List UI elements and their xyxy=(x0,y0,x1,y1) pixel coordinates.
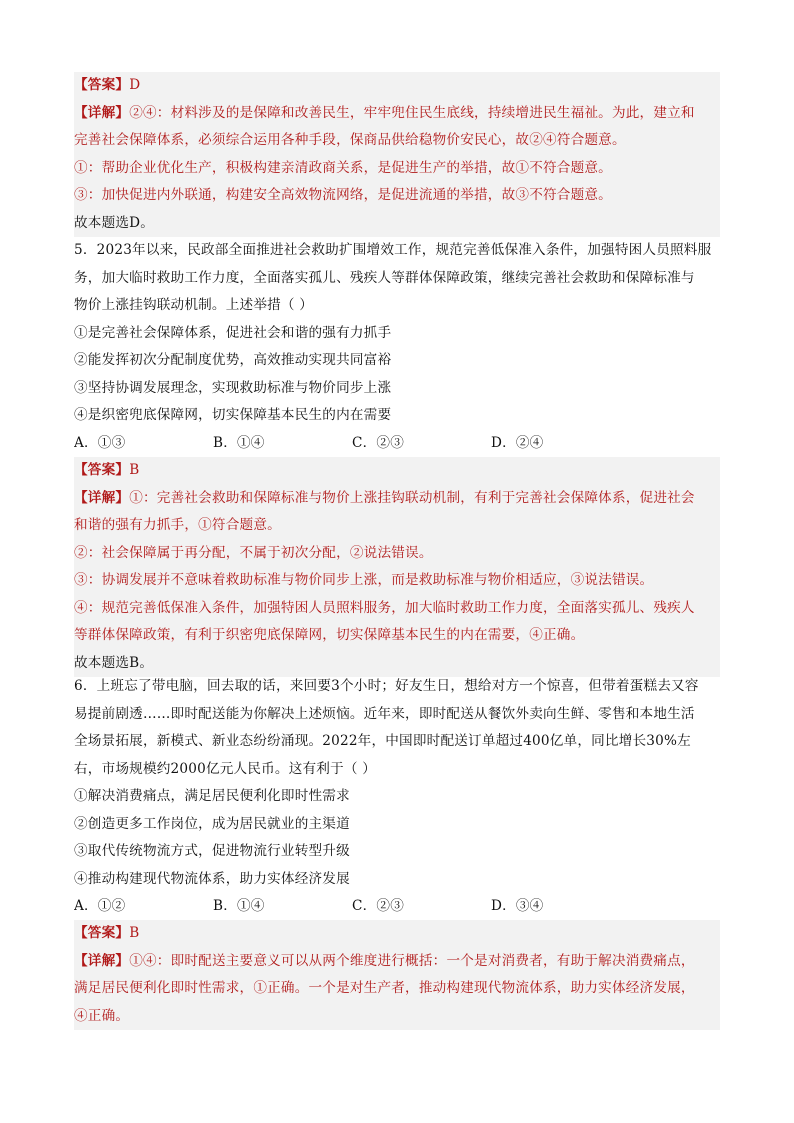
detail-line xyxy=(74,948,720,976)
option-c: C．②③ xyxy=(352,898,404,914)
answer-label: 【答案】 xyxy=(74,462,130,478)
option-b: B．①④ xyxy=(213,434,265,451)
detail-label: 【详解】 xyxy=(74,489,130,506)
question-stem: 易提前剧透……即时配送能为你解决上述烦恼。近年来，即时配送从餐饮外卖向生鲜、零售和本地生活 xyxy=(74,705,695,722)
answer-value: B xyxy=(129,462,140,478)
option-d: D．②④ xyxy=(491,434,544,451)
option-d: D．③④ xyxy=(491,898,544,914)
statement-2: ②创造更多工作岗位，成为居民就业的主渠道 xyxy=(74,815,350,832)
option-a: A．①② xyxy=(74,898,126,914)
answer-label: 【答案】 xyxy=(74,77,130,93)
option-b: B．①④ xyxy=(213,898,265,914)
statement-1: ①是完善社会保障体系，促进社会和谐的强有力抓手 xyxy=(74,324,392,341)
q5-question-block xyxy=(74,237,720,457)
answer-line xyxy=(74,920,720,948)
answer-label: 【答案】 xyxy=(74,925,130,941)
question-stem: 全场景拓展，新模式、新业态纷纷涌现。2022年，中国即时配送订单超过400亿单，同比增长30%左 xyxy=(74,733,691,749)
options-row xyxy=(74,430,720,458)
detail-line xyxy=(74,485,720,513)
detail-text: ④：规范完善低保准入条件，加强特困人员照料服务，加大临时救助工作力度，全面落实孤儿、残疾人 xyxy=(74,599,695,616)
detail-text: 满足居民便利化即时性需求，①正确。一个是对生产者，推动构建现代物流体系，助力实体经济发展， xyxy=(74,980,695,996)
detail-label: 【详解】 xyxy=(74,104,130,121)
option-c: C．②③ xyxy=(352,434,404,451)
detail-text: ②：社会保障属于再分配，不属于初次分配，②说法错误。 xyxy=(74,544,433,561)
question-stem: 物价上涨挂钩联动机制。上述举措（ ） xyxy=(74,297,314,313)
conclusion: 故本题选D。 xyxy=(74,214,155,231)
detail-text: ②④：材料涉及的是保障和改善民生，牢牢兜住民生底线，持续增进民生福祉。为此，建立和 xyxy=(129,104,695,121)
statement-3: ③坚持协调发展理念，实现救助标准与物价同步上涨 xyxy=(74,379,392,396)
statement-1: ①解决消费痛点，满足居民便利化即时性需求 xyxy=(74,788,350,804)
statement-2: ②能发挥初次分配制度优势，高效推动实现共同富裕 xyxy=(74,352,392,368)
answer-value: D xyxy=(129,77,141,93)
detail-label: 【详解】 xyxy=(74,952,130,969)
q6-question-block xyxy=(74,673,720,921)
question-stem: 5．2023年以来，民政部全面推进社会救助扩围增效工作，规范完善低保准入条件，加强特困人员照料服 xyxy=(74,242,712,258)
option-a: A．①③ xyxy=(74,434,126,451)
q5-answer-block xyxy=(74,457,720,677)
statement-4: ④推动构建现代物流体系，助力实体经济发展 xyxy=(74,870,350,887)
question-stem: 6．上班忘了带电脑，回去取的话，来回要3个小时；好友生日，想给对方一个惊喜，但带着蛋糕去又容 xyxy=(74,678,699,694)
detail-text: 等群体保障政策，有利于织密兜底保障网，切实保障基本民生的内在需要，④正确。 xyxy=(74,627,585,643)
options-row xyxy=(74,893,720,921)
answer-line xyxy=(74,457,720,485)
statement-4: ④是织密兜底保障网，切实保障基本民生的内在需要 xyxy=(74,407,392,423)
answer-value: B xyxy=(129,925,140,941)
detail-text: 和谐的强有力抓手，①符合题意。 xyxy=(74,517,281,533)
answer-line xyxy=(74,72,720,100)
question-stem: 右，市场规模约2000亿元人民币。这有利于（ ） xyxy=(74,760,376,777)
question-stem: 务，加大临时救助工作力度，全面落实孤儿、残疾人等群体保障政策，继续完善社会救助和保障标准与 xyxy=(74,269,695,286)
detail-text: ③：协调发展并不意味着救助标准与物价同步上涨，而是救助标准与物价相适应，③说法错误。 xyxy=(74,572,654,588)
conclusion: 故本题选B。 xyxy=(74,654,154,671)
q4-answer-block xyxy=(74,72,720,237)
detail-text: 完善社会保障体系，必须综合运用各种手段，保商品供给稳物价安民心，故②④符合题意。 xyxy=(74,132,626,148)
detail-line xyxy=(74,100,720,128)
detail-text: ①④：即时配送主要意义可以从两个维度进行概括：一个是对消费者，有助于解决消费痛点， xyxy=(129,952,695,969)
detail-text: ③：加快促进内外联通，构建安全高效物流网络，是促进流通的举措，故③不符合题意。 xyxy=(74,187,612,203)
statement-3: ③取代传统物流方式，促进物流行业转型升级 xyxy=(74,843,350,859)
detail-text: ①：帮助企业优化生产，积极构建亲清政商关系，是促进生产的举措，故①不符合题意。 xyxy=(74,159,612,176)
detail-text: ④正确。 xyxy=(74,1007,130,1024)
detail-text: ①：完善社会救助和保障标准与物价上涨挂钩联动机制，有利于完善社会保障体系，促进社会 xyxy=(129,489,695,506)
q6-answer-block xyxy=(74,920,720,1030)
